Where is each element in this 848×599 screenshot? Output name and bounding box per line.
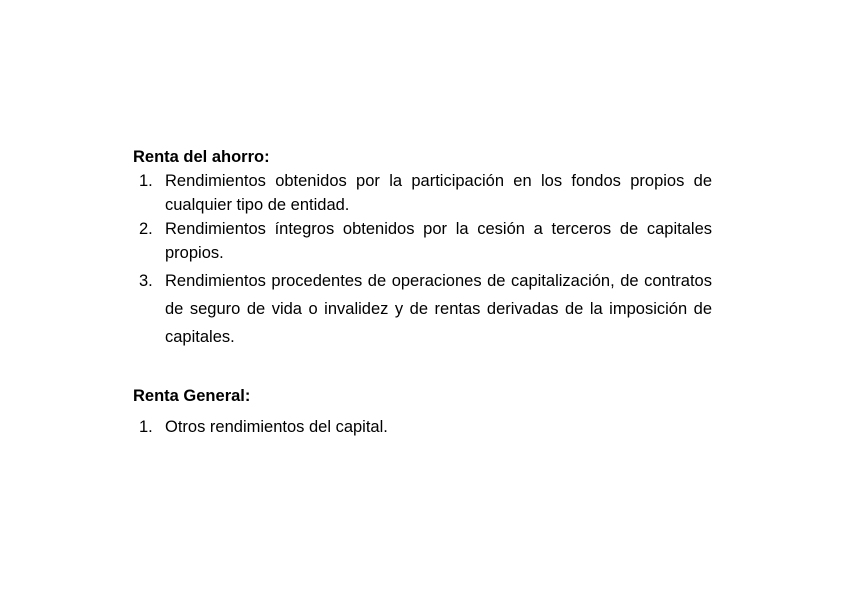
list-item-text: Rendimientos íntegros obtenidos por la cesión a terceros de capitales propios. [165,220,712,262]
list-item-text: Rendimientos obtenidos por la participación en los fondos propios de cualquier tipo de entidad. [165,172,712,214]
list-item [133,415,712,439]
savings-income-section [133,146,712,351]
list-item-text: Otros rendimientos del capital. [165,418,388,436]
general-income-heading: Renta General: [133,387,251,405]
list-item-number: 1. [139,418,153,436]
savings-income-list [133,169,712,351]
list-item [133,217,712,265]
slide-content [133,146,712,439]
list-item [133,169,712,217]
list-item-number: 2. [139,220,153,238]
general-income-section [133,385,712,439]
list-item [133,267,712,351]
list-item-text: Rendimientos procedentes de operaciones de capitalización, de contratos de seguro de vida o invalidez y de rentas derivadas de la imposición de capitales. [165,272,712,346]
list-item-number: 3. [139,272,153,290]
savings-income-heading: Renta del ahorro: [133,148,270,166]
list-item-number: 1. [139,172,153,190]
general-income-list [133,415,712,439]
